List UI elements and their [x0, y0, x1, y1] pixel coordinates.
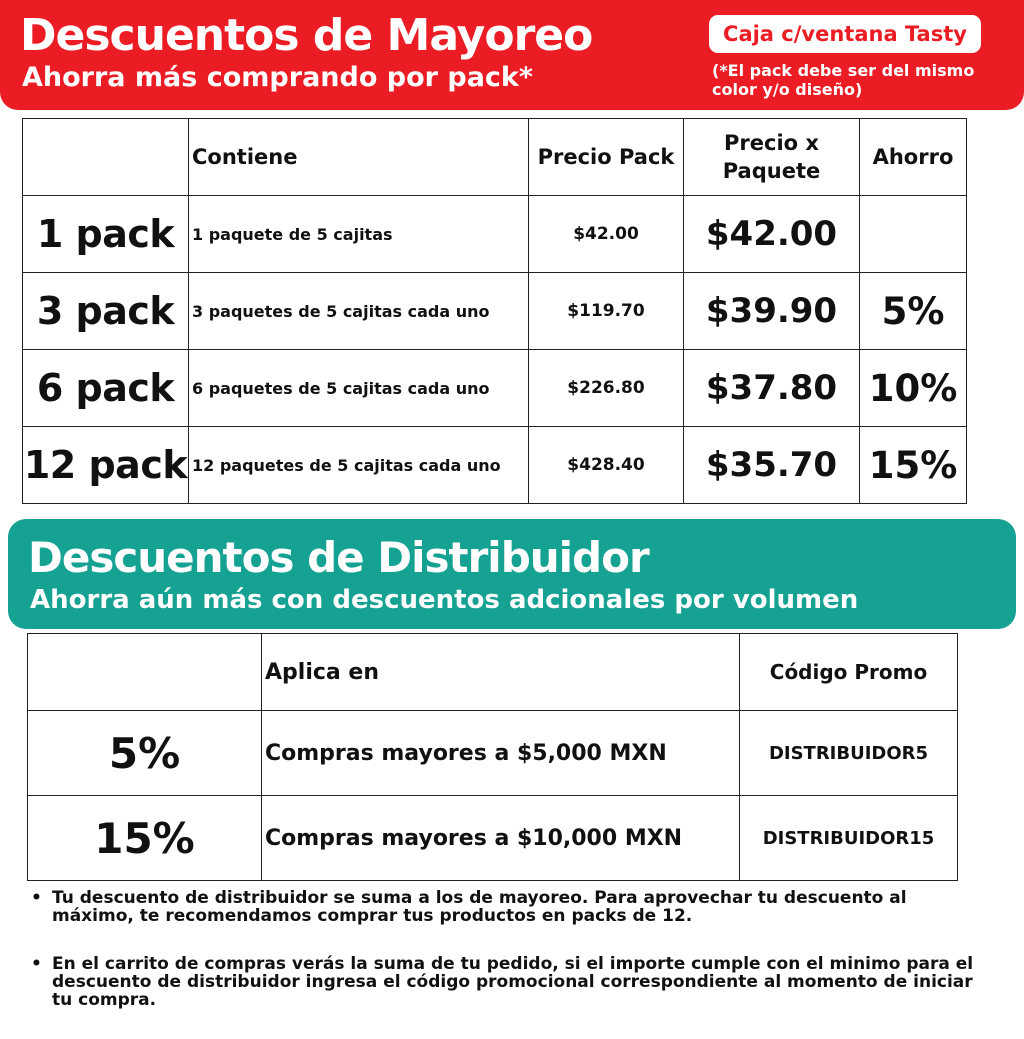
- pack-price: $119.70: [529, 273, 684, 350]
- bullet-icon: •: [31, 954, 42, 974]
- distributor-header-row: [28, 634, 958, 711]
- wholesale-title: Descuentos de Mayoreo: [20, 10, 593, 61]
- unit-price: $42.00: [684, 196, 860, 273]
- product-badge: Caja c/ventana Tasty: [709, 15, 981, 53]
- pack-price: $226.80: [529, 350, 684, 427]
- pack-contents: 6 paquetes de 5 cajitas cada uno: [189, 350, 529, 427]
- header-pack-price: Precio Pack: [529, 119, 684, 196]
- distributor-subtitle: Ahorra aún más con descuentos adcionales por volumen: [30, 585, 859, 615]
- table-row: [23, 427, 967, 504]
- list-item: [28, 889, 988, 925]
- savings: [860, 196, 967, 273]
- header-savings: Ahorro: [860, 119, 967, 196]
- distributor-condition: Compras mayores a $10,000 MXN: [262, 796, 740, 881]
- pack-name: 6 pack: [23, 350, 189, 427]
- header-applies: Aplica en: [262, 634, 740, 711]
- table-row: [23, 196, 967, 273]
- bullet-icon: •: [31, 888, 42, 908]
- promo-code: DISTRIBUIDOR15: [740, 796, 958, 881]
- distributor-condition: Compras mayores a $5,000 MXN: [262, 711, 740, 796]
- header-empty-cell: [28, 634, 262, 711]
- header-empty-cell: [23, 119, 189, 196]
- pack-name: 3 pack: [23, 273, 189, 350]
- table-row: [23, 273, 967, 350]
- promo-code: DISTRIBUIDOR5: [740, 711, 958, 796]
- pack-note: (*El pack debe ser del mismo color y/o diseño): [712, 61, 975, 99]
- list-item: [28, 955, 988, 1009]
- pack-price: $42.00: [529, 196, 684, 273]
- note-text: Tu descuento de distribuidor se suma a los de mayoreo. Para aprovechar tu descuento al máximo, te recomendamos comprar tus productos en packs de 12.: [52, 888, 907, 926]
- pack-price: $428.40: [529, 427, 684, 504]
- wholesale-header-row: [23, 119, 967, 196]
- header-unit-price: Precio x Paquete: [684, 119, 860, 196]
- wholesale-table: [22, 118, 967, 504]
- header-contains: Contiene: [189, 119, 529, 196]
- distributor-discount: 15%: [28, 796, 262, 881]
- pack-name: 12 pack: [23, 427, 189, 504]
- unit-price: $35.70: [684, 427, 860, 504]
- unit-price: $39.90: [684, 273, 860, 350]
- notes-list: [28, 889, 988, 1039]
- wholesale-subtitle: Ahorra más comprando por pack*: [22, 62, 534, 93]
- unit-price: $37.80: [684, 350, 860, 427]
- table-row: [28, 796, 958, 881]
- distributor-title: Descuentos de Distribuidor: [28, 533, 649, 582]
- distributor-table: [27, 633, 958, 881]
- note-text: En el carrito de compras verás la suma de tu pedido, si el importe cumple con el minimo para el descuento de distribuidor ingresa el código promocional correspondiente al momento de iniciar tu compra.: [52, 954, 974, 1010]
- savings: 10%: [860, 350, 967, 427]
- pack-contents: 3 paquetes de 5 cajitas cada uno: [189, 273, 529, 350]
- table-row: [28, 711, 958, 796]
- pack-name: 1 pack: [23, 196, 189, 273]
- savings: 15%: [860, 427, 967, 504]
- savings: 5%: [860, 273, 967, 350]
- header-promo-code: Código Promo: [740, 634, 958, 711]
- distributor-discount: 5%: [28, 711, 262, 796]
- table-row: [23, 350, 967, 427]
- pack-contents: 12 paquetes de 5 cajitas cada uno: [189, 427, 529, 504]
- pack-contents: 1 paquete de 5 cajitas: [189, 196, 529, 273]
